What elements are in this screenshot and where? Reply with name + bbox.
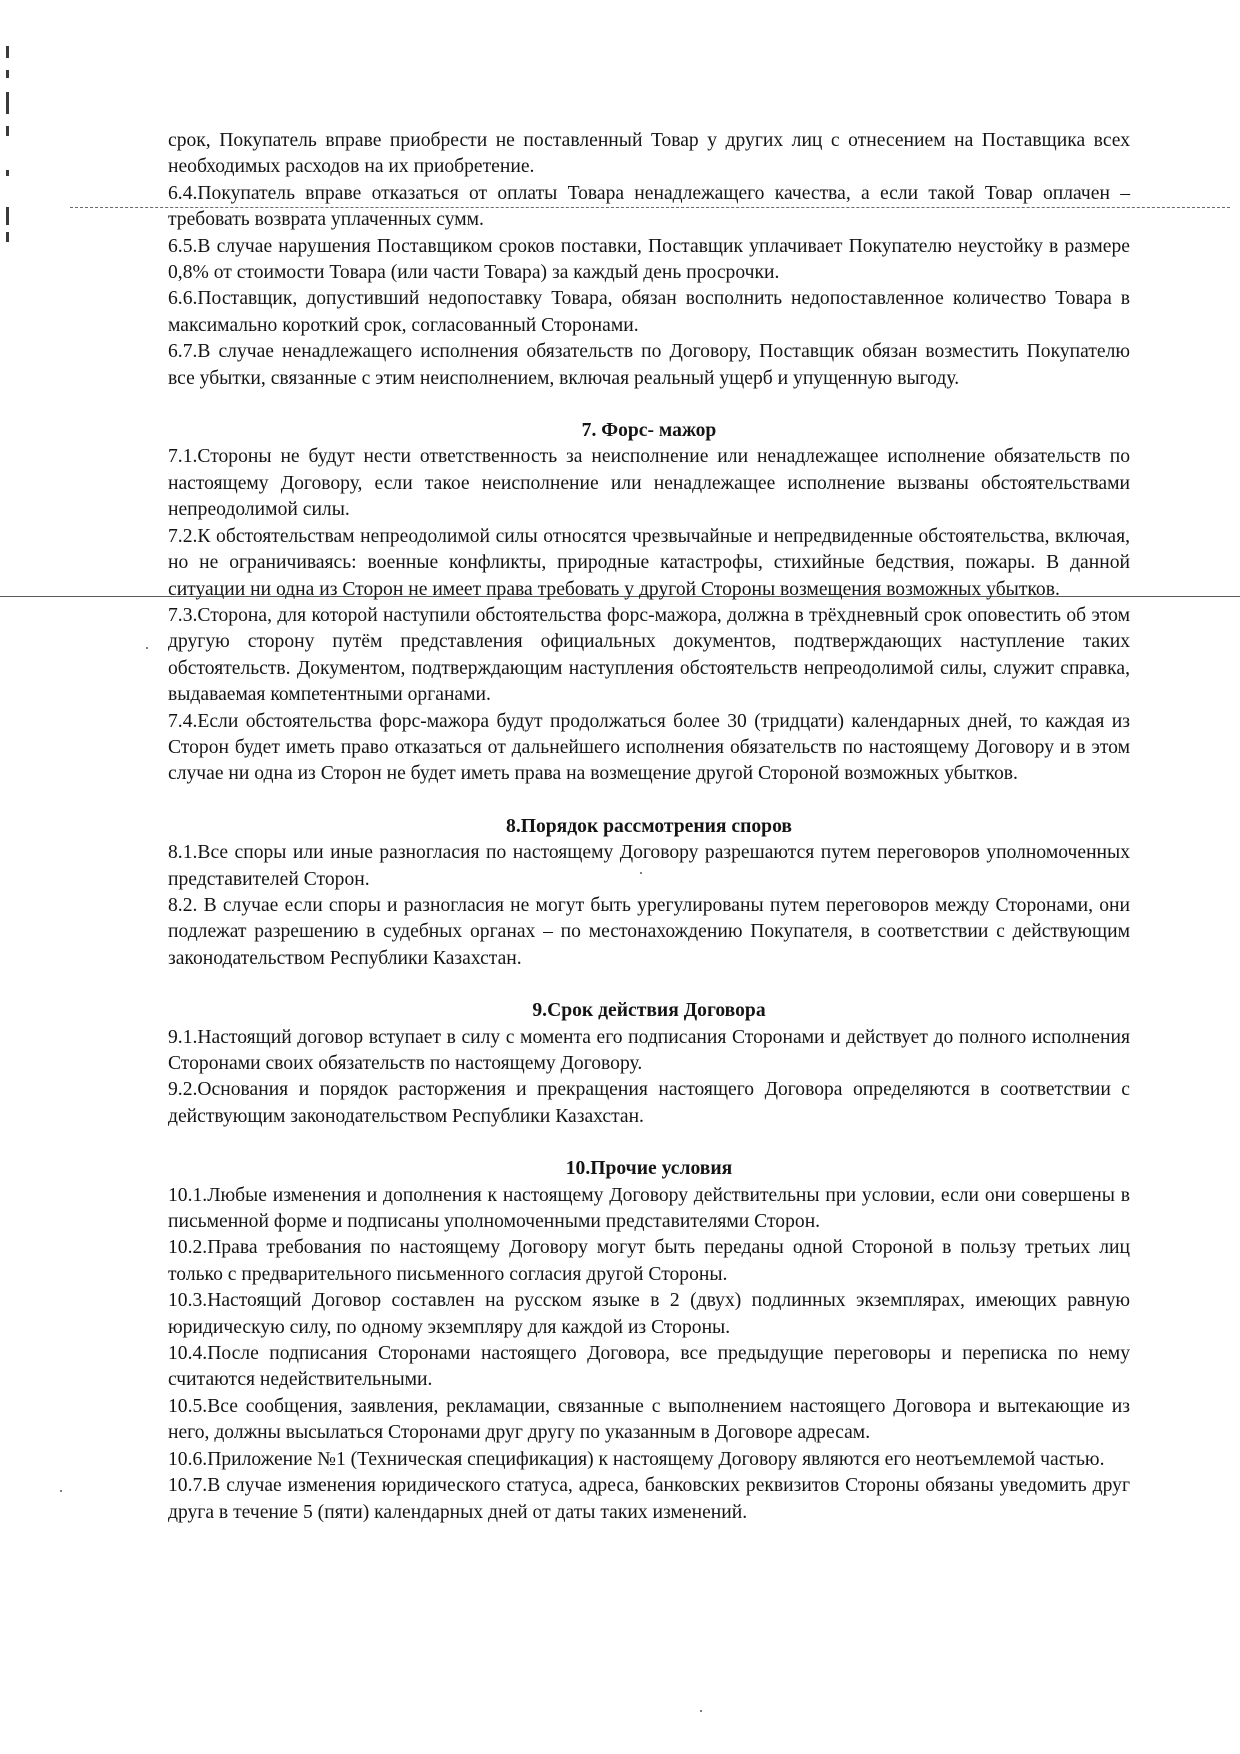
paragraph: 10.1.Любые изменения и дополнения к настоящему Договору действительны при условии, если они совершены в письменной форме и подписаны уполномоченными представителями Сторон. [168, 1184, 1130, 1233]
section-8-disputes [168, 814, 1130, 972]
section-heading: 9.Срок действия Договора [532, 1000, 766, 1022]
paragraph: 10.3.Настоящий Договор составлен на русском языке в 2 (двух) подлинных экземплярах, имеющих равную юридическую силу, по одному экземпляру для каждой из Стороны. [168, 1290, 1130, 1338]
scan-speck [146, 647, 148, 649]
paragraph: 10.4.После подписания Сторонами настоящего Договора, все предыдущие переговоры и переписка по нему считаются недействительными. [168, 1343, 1130, 1391]
paragraph: 7.2.К обстоятельствам непреодолимой силы относятся чрезвычайные и непредвиденные обстоятельства, включая, но не ограничиваясь: военные конфликты, природные катастрофы, стихийные бедствия, пожары. В данной ситуации ни одна из Сторон не имеет права требовать у другой Стороны возмещения возможных убытков. [168, 525, 1130, 600]
paragraph: 10.7.В случае изменения юридического статуса, адреса, банковских реквизитов Стороны обязаны уведомить друг друга в течение 5 (пяти) календарных дней от даты таких изменений. [168, 1475, 1130, 1523]
paragraph: 7.1.Стороны не будут нести ответственность за неисполнение или ненадлежащее исполнение обязательств по настоящему Договору, если такое неисполнение или ненадлежащее исполнение вызваны обстоятельствами непреодолимой силы. [168, 446, 1130, 521]
paragraph: 10.5.Все сообщения, заявления, рекламации, связанные с выполнением настоящего Договора и вытекающие из него, должны высылаться Сторонами друг другу по указанным в Договоре адресам. [168, 1395, 1130, 1444]
paragraph: 7.4.Если обстоятельства форс-мажора будут продолжаться более 30 (тридцати) календарных дней, то каждая из Сторон будет иметь право отказаться от дальнейшего исполнения обязательств по настоящему Договору и в этом случае ни одна из Сторон не будет иметь права на возмещение другой Стороной возможных убытков. [168, 710, 1130, 785]
scan-margin-mark [6, 207, 9, 225]
scan-margin-mark [6, 232, 9, 242]
paragraph: 9.2.Основания и порядок расторжения и прекращения настоящего Договора определяются в соответствии с действующим законодательством Республики Казахстан. [168, 1079, 1130, 1127]
paragraph: 6.4.Покупатель вправе отказаться от оплаты Товара ненадлежащего качества, а если такой Товар оплачен – требовать возврата уплаченных сумм. [168, 182, 1130, 231]
section-10-other-terms [168, 1156, 1130, 1526]
scan-speck [60, 1490, 62, 1492]
section-heading: 10.Прочие условия [565, 1158, 733, 1180]
section-9-term [168, 998, 1130, 1130]
section-heading: 8.Порядок рассмотрения споров [506, 815, 792, 837]
scan-margin-mark [6, 170, 9, 176]
scan-margin-mark [6, 92, 9, 114]
paragraph: 8.1.Все споры или иные разногласия по настоящему Договору разрешаются путем переговоров уполномоченных представителей Сторон. [168, 842, 1130, 890]
document-body [168, 128, 1130, 1526]
scan-margin-mark [6, 46, 9, 58]
scan-speck [700, 1710, 702, 1712]
section-heading: 7. Форс- мажор [581, 420, 717, 442]
section-6-continuation [168, 128, 1130, 392]
paragraph: 10.6.Приложение №1 (Техническая спецификация) к настоящему Договору являются его неотъемлемой частью. [168, 1448, 1105, 1470]
scan-margin-mark [6, 126, 9, 136]
paragraph: 9.1.Настоящий договор вступает в силу с момента его подписания Сторонами и действует до полного исполнения Сторонами своих обязательств по настоящему Договору. [168, 1026, 1130, 1074]
paragraph: 10.2.Права требования по настоящему Договору могут быть переданы одной Стороной в пользу третьих лиц только с предварительного письменного согласия другой Стороны. [168, 1237, 1130, 1285]
paragraph: 6.5.В случае нарушения Поставщиком сроков поставки, Поставщик уплачивает Покупателю неустойку в размере 0,8% от стоимости Товара (или части Товара) за каждый день просрочки. [168, 235, 1130, 284]
paragraph: 8.2. В случае если споры и разногласия не могут быть урегулированы путем переговоров между Сторонами, они подлежат разрешению в судебных органах – по местонахождению Покупателя, в соответствии с действующим законодательством Республики Казахстан. [168, 894, 1130, 969]
paragraph: 6.6.Поставщик, допустивший недопоставку Товара, обязан восполнить недопоставленное количество Товара в максимально короткий срок, согласованный Сторонами. [168, 288, 1130, 336]
paragraph: 7.3.Сторона, для которой наступили обстоятельства форс-мажора, должна в трёхдневный срок оповестить об этом другую сторону путём представления официальных документов, подтверждающих наступление таких обстоятельств. Документом, подтверждающим наступления обстоятельств непреодолимой силы, служит справка, выдаваемая компетентными органами. [168, 604, 1130, 706]
scan-margin-mark [6, 70, 9, 78]
paragraph: срок, Покупатель вправе приобрести не поставленный Товар у других лиц с отнесением на Поставщика всех необходимых расходов на их приобретение. [168, 130, 1130, 178]
section-7-force-majeure [168, 418, 1130, 788]
paragraph: 6.7.В случае ненадлежащего исполнения обязательств по Договору, Поставщик обязан возместить Покупателю все убытки, связанные с этим неисполнением, включая реальный ущерб и упущенную выгоду. [168, 341, 1130, 389]
